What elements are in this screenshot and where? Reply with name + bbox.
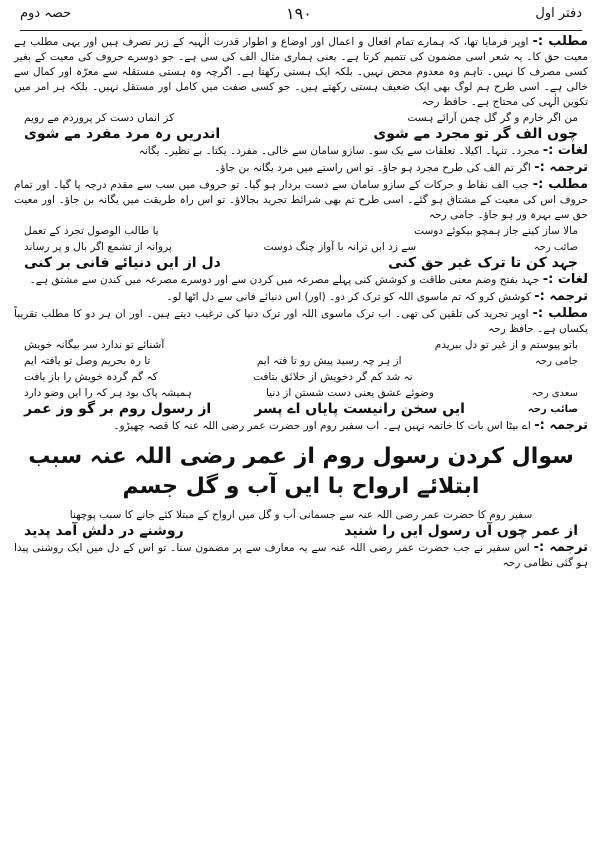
verse-7: جامی رحہ از ہر چہ رسید پیش رو تا فتہ ایم تا رہ بحریم وصل تو یافتہ ایم <box>24 355 578 367</box>
tarjuma-2: ترجمہ :- کوشش کرو کہ تم ماسوی اللہ کو ترک کر دو۔ (اور) اس دنیائے فانی سے دل اٹھا لو۔ <box>166 289 588 304</box>
section-title: سوال کردن رسول روم از عمر رضی اللہ عنہ سبب ابتلائے ارواح با ایں آب و گل جسم <box>28 444 574 499</box>
volume-label: دفتر اول <box>535 6 582 21</box>
lughat-2: لغات :- جہد بفتح وضم معنی طاقت و کوشش کنی پہلے مصرعہ میں کردن سے اور دوسرے مصرعہ میں کندن سے مشتق ہے۔ <box>29 272 588 287</box>
header-rule <box>20 30 582 31</box>
verse-1: من اگر خارم و گر گل چمن آرائے ہست کز انماں دست کر پروردم مے رویم <box>24 112 578 124</box>
verse-11: از عمر چوں آں رسول ایں را شنید روشنے در دلش آمد پدید <box>24 523 578 539</box>
verse-9: سعدی رحہ وضوئے عشق یعنی دست شستن از دنیا ہمیشہ پاک بود ہر کہ را ایں وضو دارد <box>24 387 578 399</box>
lughat-1: لغات :- مجرد۔ تنہا۔ اکیلا۔ تعلقات سے یک سو۔ سازو سامان سے خالی۔ مفرد۔ یکتا۔ بے نظیر۔ یگانہ <box>138 143 588 158</box>
commentary-1: مطلب :- اوپر فرمایا تھا، کہ ہمارے تمام افعال و اعمال اور اوضاع و اطوار قدرت الٰہیہ کے زیر تصرف ہیں اور یہی مطلب ہے معیت حق کا۔ یہ شعر اسی مضمون کی تتمیم کرتا ہے۔ یعنی ہماری مثال الف کی سی ہے۔ جو دوسرے حروف کی معیت کے بغیر کسی مصرف کا نہیں۔ تاہم وہ معدوم محض نہیں۔ بلکہ ایک ہستی رکھتا ہے۔ اگرچہ وہ ہستی مستقلہ سے معرّہ اور کمال سے خالی ہے۔ اسی طرح ہم لوگ بھی ایک ضعیف ہستی رکھتے ہیں۔ جو کسی صفت میں کامل اور مستقل نہیں۔ بلکہ ہر امر میں تکوین الٰہی کی محتاج ہے۔ حافظ رحہ <box>14 34 589 108</box>
part-label: حصہ دوم <box>20 6 72 21</box>
tarjuma-1: ترجمہ :- اگر تم الف کی طرح مجرد ہو جاؤ۔ تو اس راستے میں مرد یگانہ بن جاؤ۔ <box>214 160 588 175</box>
page-number: ۱۹۰ <box>286 4 312 23</box>
verse-3: مالا ساز کینے جاز ہمچو بیکوئے دوست یا طالب الوصول تجرد کے تعمل <box>24 225 578 237</box>
tarjuma-4: ترجمہ :- اس سفیر نے جب حضرت عمر رضی اللہ عنہ سے یہ معارف سے پر مضمون سنا۔ تو اس کے دل میں ایک روشنی پیدا ہو گئی نظامی رحہ <box>14 540 588 569</box>
page-body <box>14 34 588 852</box>
verse-10: صائب رحہ ایں سخن رانیست پایاں اے پسر از رسول روم بر گو وز عمر <box>24 401 578 417</box>
verse-5: جہد کن تا ترک غیر حق کنی دل از ایں دنیائے فانی بر کنی <box>24 255 578 271</box>
verse-2: چوں الف گر تو مجرد مے شوی اندریں رہ مرد مفرد مے شوی <box>24 126 578 142</box>
commentary-2: مطلب :- جب الف نقاط و حرکات کے سازو سامان سے دست بردار ہو گیا۔ تو حروف میں سب سے مقدم درجہ پا گیا۔ اور تمام حروف اس کی معیت کے مشتاق ہو گئے۔ اسی طرح تم بھی شرائط تجرید بجالاؤ۔ تو اس راہ طریقت میں یگانہ بن جاؤ۔ اور معیت حق سے بہرہ ور ہو جاؤ۔ جامی رحہ <box>14 177 588 221</box>
page-header <box>0 4 600 30</box>
commentary-3: مطلب :- اوپر تجرید کی تلقین کی تھی۔ اب ترک ماسوی اللہ اور ترک دنیا کی ترغیب دیتے ہیں۔ اور ان ہر دو کا مطلب تقریباً یکساں ہے۔ حافظ رحہ <box>14 306 588 335</box>
tarjuma-3: ترجمہ :- اے بیٹا اس بات کا خاتمہ نہیں ہے۔ اب سفیر روم اور حضرت عمر رضی اللہ عنہ کا قصہ چھیڑو۔ <box>113 418 588 433</box>
verse-8: نہ شد کم گر دخویش از خلائق بتافت کہ گم گردہ خویش را باز یافت <box>24 371 413 383</box>
verse-6: باتو پیوستم و از غیر تو دل ببریدم آشنائے تو ندارد سر بیگانہ خویش <box>24 339 578 351</box>
section-subtitle: سفیر روم کا حضرت عمر رضی اللہ عنہ سے جسمانی آب و گل میں ارواح کے مبتلا کئے جانے کا سبب پوچھنا <box>69 509 533 521</box>
verse-4: صائب رحہ سے زد ابں ترانہ با آواز چنگ دوست پروانہ از تشمع اگر بال و پر رساند <box>24 241 578 253</box>
